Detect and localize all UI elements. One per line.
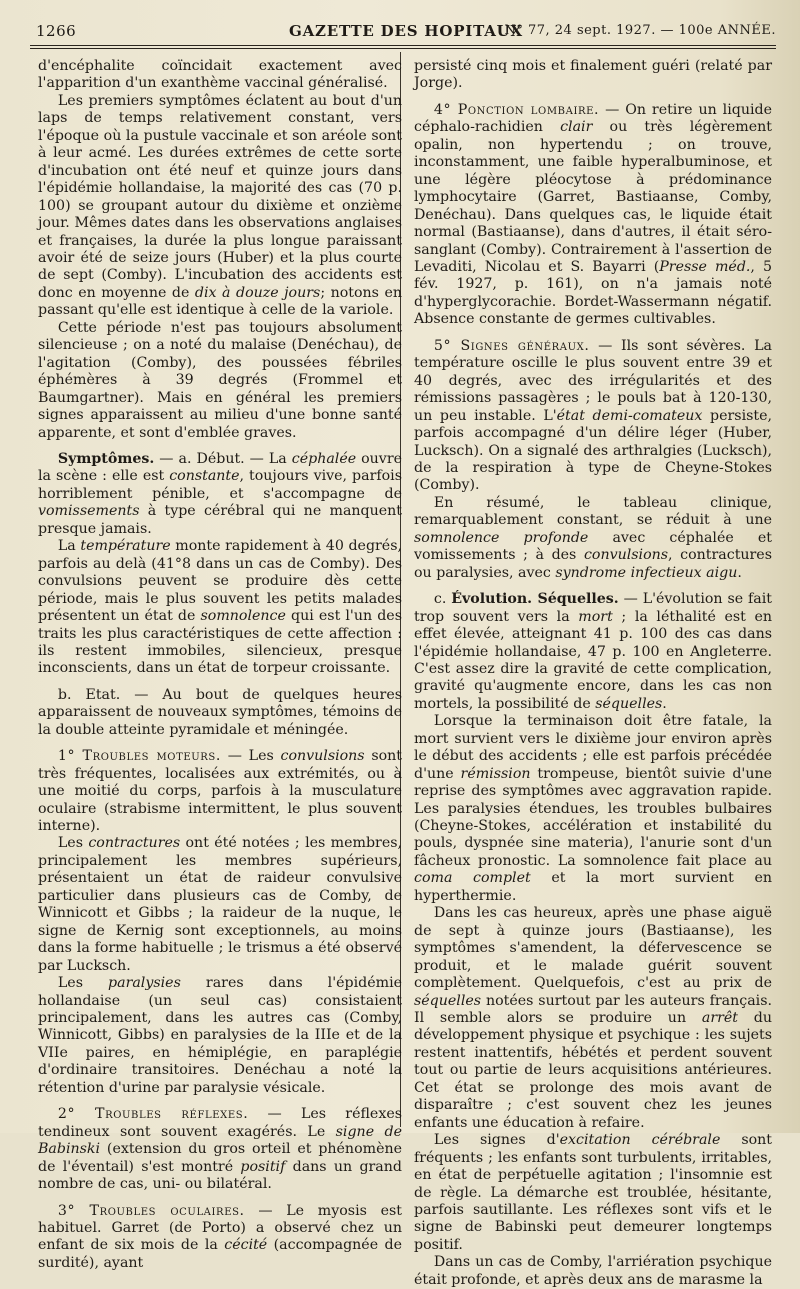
header-rule (30, 45, 776, 46)
section-symptoms: Symptômes. — a. Début. — La céphalée ouvre la scène : elle est constante, toujours vive, parfois horriblement pénible, et s'accompagne de vomissements à type cérébral qui ne manquent presque jamais. (38, 450, 403, 537)
journal-title: GAZETTE DES HOPITAUX (288, 22, 523, 40)
paragraph: Dans les cas heureux, après une phase aiguë de sept à quinze jours (Bastiaanse), les symptômes s'amendent, la défervescence se produit, et le malade guérit souvent complètement. Quelquefois, c'est au prix de séquelles notées surtout par les auteurs français. Il semble alors se produire un arrêt du développement physique et psychique : les sujets restent inattentifs, hébétés et perdent souvent tout ou partie de leurs acquisitions antérieures. Cet état se prolonge des mois avant de disparaître ; c'est souvent chez les jeunes enfants une éducation à refaire. (414, 905, 772, 1131)
header-rule-second (30, 48, 776, 49)
right-column (414, 58, 772, 1289)
page-number: 1266 (36, 22, 77, 40)
paragraph: En résumé, le tableau clinique, remarquablement constant, se réduit à une somnolence profonde avec céphalée et vomissements ; à des convulsions, contractures ou paralysies, avec syndrome infectieux aigu. (414, 494, 772, 581)
paragraph: Les paralysies rares dans l'épidémie hollandaise (un seul cas) consistaient principalement, dans les autres cas (Comby, Winnicott, Gibbs) en paralysies de la IIIe et de la VIIe paires, en hémiplégie, en paraplégie d'ordinaire transitoires. Denéchau a noté la rétention d'urine par paralysie vésicale. (38, 975, 402, 1096)
section-general: 5° Signes généraux. — Ils sont sévères. La température oscille le plus souvent entre 39 et 40 degrés, avec des irrégularités et des rémissions passagères ; le pouls bat à 120-130, un peu instable. L'état demi-comateux persiste, parfois accompagné d'un délire léger (Huber, Lucksch). On a signalé des arthralgies (Lucksch), de la respiration à type de Cheyne-Stokes (Comby). (414, 337, 772, 494)
section-ocular: 3° Troubles oculaires. — Le myosis est habituel. Garret (de Porto) a observé chez un enfant de six mois de la cécité (accompagnée de surdité), ayant (38, 1202, 402, 1271)
section-lumbar: 4° Ponction lombaire. — On retire un liquide céphalo-rachidien clair ou très légèrement opalin, non hypertendu ; on trouve, inconstamment, une faible hyperalbuminose, et une légère pléocytose à prédominance lymphocytaire (Garret, Bastiaanse, Comby, Denéchau). Dans quelques cas, le liquide était normal (Bastiaanse), dans d'autres, il était séro-sanglant (Comby). Contrairement à l'assertion de Levaditi, Nicolau et S. Bayarri (Presse méd., 5 fév. 1927, p. 161), on n'a jamais noté d'hyperglycorachie. Bordet-Wassermann négatif. Absence constante de germes cultivables. (414, 101, 772, 328)
running-header (36, 20, 776, 42)
paragraph: Les premiers symptômes éclatent au bout d'un laps de temps relativement constant, vers l'époque où la pustule vaccinale et son aréole sont à leur acmé. Les durées extrêmes de cette sorte d'incubation ont été neuf et quinze jours dans l'épidémie hollandaise, la majorité des cas (70 p. 100) se groupant autour du dixième et onzième jour. Mêmes dates dans les observations anglaises et françaises, la durée la plus longue paraissant avoir été de seize jours (Huber) et la plus courte de sept (Comby). L'incubation des accidents est donc en moyenne de dix à douze jours; notons en passant qu'elle est identique à celle de la variole. (38, 92, 403, 319)
subsection-heading: 2° Troubles réflexes. (57, 1106, 249, 1123)
subsection-heading: 5° Signes généraux. (433, 337, 590, 354)
paragraph: La température monte rapidement à 40 degrés, parfois au delà (41°8 dans un cas de Comby). Des convulsions peuvent se produire dès cette période, mais le plus souvent les petits malades présentent un état de somnolence qui est l'un des traits les plus caractéristiques de cette affection : ils restent immobiles, silencieux, presque inconscients, dans un état de torpeur croissante. (38, 538, 402, 677)
subsection-heading: 1° Troubles moteurs. (57, 748, 221, 765)
section-heading: Symptômes. (57, 450, 155, 467)
section-motor: 1° Troubles moteurs. — Les convulsions sont très fréquentes, localisées aux extrémités, ou à une moitié du corps, parfois à la musculature oculaire (strabisme intermittent, le plus souvent interne). (38, 748, 402, 835)
paragraph: b. Etat. — Au bout de quelques heures apparaissent de nouveaux symptômes, témoins de la double atteinte pyramidale et méningée. (38, 686, 402, 738)
section-reflex: 2° Troubles réflexes. — Les réflexes tendineux sont souvent exagérés. Le signe de Babinski (extension du gros orteil et phénomène de l'éventail) s'est montré positif dans un grand nombre de cas, uni- ou bilatéral. (38, 1106, 402, 1193)
paragraph: persisté cinq mois et finalement guéri (relaté par Jorge). (414, 58, 772, 92)
paragraph: Dans un cas de Comby, l'arriération psychique était profonde, et après deux ans de marasme la (414, 1254, 772, 1288)
section-evolution: c. Évolution. Séquelles. — L'évolution se fait trop souvent vers la mort ; la léthalité est en effet élevée, atteignant 41 p. 100 des cas dans l'épidémie hollandaise, 47 p. 100 en Angleterre. C'est assez dire la gravité de cette complication, gravité qu'augmente encore, dans les cas non mortels, la possibilité de séquelles. (414, 591, 773, 712)
subsection-heading: 4° Ponction lombaire. (433, 101, 600, 118)
section-heading: Évolution. Séquelles. (451, 591, 619, 608)
paragraph: Lorsque la terminaison doit être fatale, la mort survient vers le dixième jour environ après le début des accidents ; elle est parfois précédée d'une rémission trompeuse, bientôt suivie d'une reprise des symptômes avec aggravation rapide. Les paralysies étendues, les troubles bulbaires (Cheyne-Stokes, accélération et instabilité du pouls, dyspnée sine materia), l'anurie sont d'un fâcheux pronostic. La somnolence fait place au coma complet et la mort survient en hyperthermie. (414, 713, 772, 904)
paragraph: Cette période n'est pas toujours absolument silencieuse ; on a noté du malaise (Denéchau), de l'agitation (Comby), des poussées fébriles éphémères à 39 degrés (Frommel et Baumgartner). Mais en général les premiers signes apparaissent au milieu d'une bonne santé apparente, et sont d'emblée graves. (38, 319, 402, 441)
issue-info: N° 77, 24 sept. 1927. — 100e ANNÉE. (504, 23, 776, 38)
paragraph: Les contractures ont été notées ; les membres, principalement les membres supérieurs, présentaient un état de raideur convulsive particulier dans plusieurs cas de Comby, de Winnicott et Gibbs ; la raideur de la nuque, le signe de Kernig sont exceptionnels, au moins dans la forme habituelle ; le trismus a été observé par Lucksch. (38, 835, 403, 974)
paragraph: Les signes d'excitation cérébrale sont fréquents ; les enfants sont turbulents, irritables, en état de perpétuelle agitation ; l'insomnie est de règle. La démarche est troublée, hésitante, parfois sautillante. Les réflexes sont vifs et le signe de Babinski peut demeurer longtemps positif. (414, 1132, 772, 1253)
paragraph: d'encéphalite coïncidait exactement avec l'apparition d'un exanthème vaccinal généralisé. (38, 58, 402, 92)
left-column (38, 58, 402, 1272)
subsection-heading: 3° Troubles oculaires. (57, 1202, 245, 1219)
